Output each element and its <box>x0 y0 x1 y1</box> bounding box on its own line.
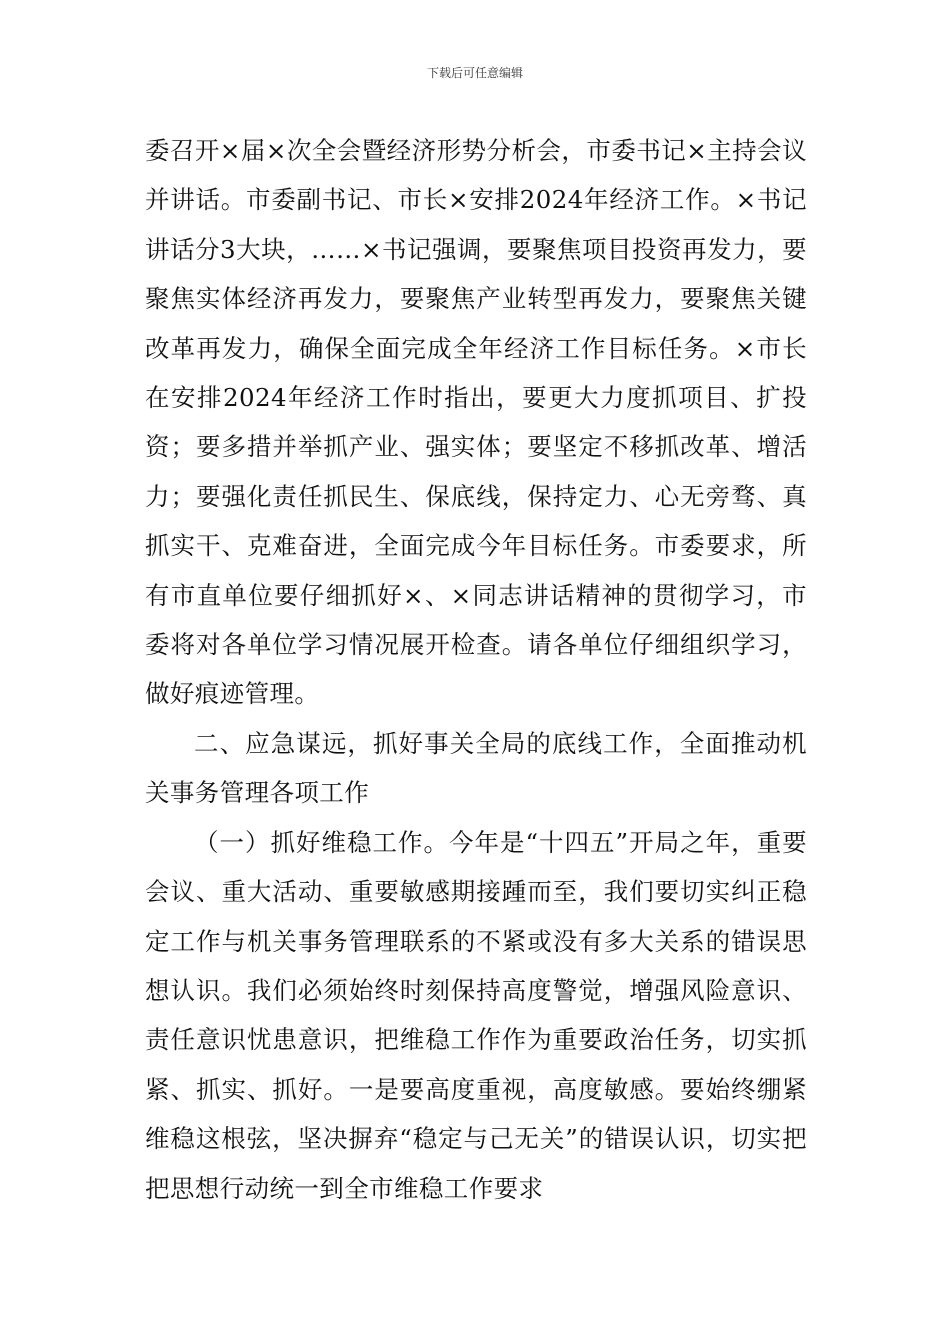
document-body <box>145 126 807 1213</box>
paragraph-meeting-summary: 委召开×届×次全会暨经济形势分析会，市委书记×主持会议并讲话。市委副书记、市长×安排2024年经济工作。×书记讲话分3大块，……×书记强调，要聚焦项目投资再发力，要聚焦实体经济再发力，要聚焦产业转型再发力，要聚焦关键改革再发力，确保全面完成全年经济工作目标任务。×市长在安排2024年经济工作时指出，要更大力度抓项目、扩投资；要多措并举抓产业、强实体；要坚定不移抓改革、增活力；要强化责任抓民生、保底线，保持定力、心无旁骛、真抓实干、克难奋进，全面完成今年目标任务。市委要求，所有市直单位要仔细抓好×、×同志讲话精神的贯彻学习，市委将对各单位学习情况展开检查。请各单位仔细组织学习，做好痕迹管理。 <box>145 136 807 709</box>
page-header: 下载后可任意编辑 <box>426 66 523 80</box>
paragraph-stability-work: （一）抓好维稳工作。今年是“十四五”开局之年，重要会议、重大活动、重要敏感期接踵而至，我们要切实纠正稳定工作与机关事务管理联系的不紧或没有多大关系的错误思想认识。我们必须始终时刻保持高度警觉，增强风险意识、责任意识忧患意识，把维稳工作作为重要政治任务，切实抓紧、抓实、抓好。一是要高度重视，高度敏感。要始终绷紧维稳这根弦，坚决摒弃“稳定与己无关”的错误认识，切实把把思想行动统一到全市维稳工作要求 <box>145 827 807 1203</box>
section-heading: 二、应急谋远，抓好事关全局的底线工作，全面推动机关事务管理各项工作 <box>145 728 807 808</box>
